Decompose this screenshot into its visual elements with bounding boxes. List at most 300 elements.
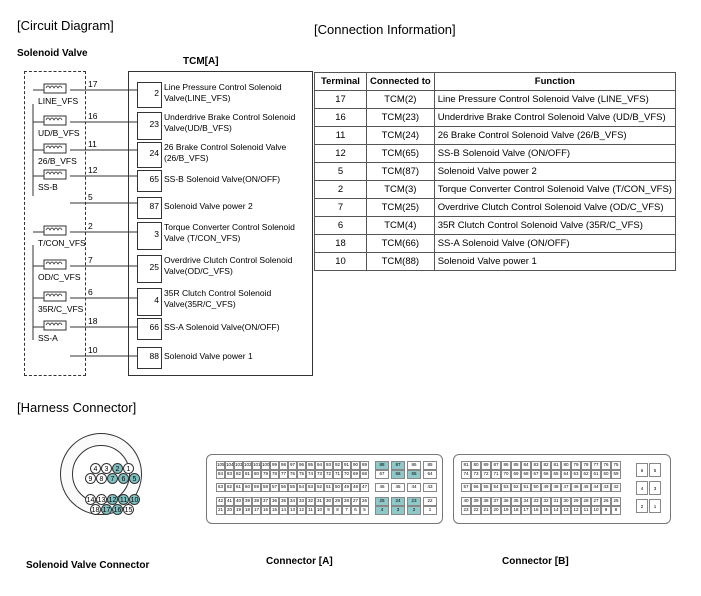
- connector-a-pin: 61: [234, 483, 243, 492]
- function-cell: Solenoid Valve power 1: [434, 253, 675, 271]
- table-row: [315, 91, 676, 109]
- connector-a-pin: 24: [391, 497, 405, 506]
- terminal-cell: 16: [315, 109, 367, 127]
- connector-a-pin: 74: [306, 470, 315, 479]
- solenoid-label: UD/B_VFS: [38, 128, 80, 138]
- tcm-pin-desc-line: Valve (T/CON_VFS): [164, 233, 241, 243]
- tcm-pin-description: [164, 142, 286, 164]
- tcm-pin-desc-line: 35R Clutch Control Solenoid: [164, 288, 272, 298]
- harness-connector-heading: [Harness Connector]: [17, 400, 137, 415]
- connector-a-pin: 60: [243, 483, 252, 492]
- connector-b-pin: 2: [636, 499, 648, 513]
- connector-a-pin: 26: [360, 497, 369, 506]
- solenoid-label: LINE_VFS: [38, 96, 79, 106]
- coil-5: [44, 226, 66, 235]
- connector-a-pin: 2: [407, 506, 421, 515]
- connector-a-pin: 31: [315, 497, 324, 506]
- connector-a-pin: 97: [288, 461, 297, 470]
- connector-b-pin: 62: [581, 470, 591, 479]
- terminal-cell: 10: [315, 253, 367, 271]
- connector-a-pin: 104: [225, 461, 234, 470]
- tcm-pin-description: [164, 222, 295, 244]
- wire-number: 6: [88, 287, 93, 297]
- connector-b-pin: 87: [491, 461, 501, 470]
- connector-a-pin: 20: [225, 506, 234, 515]
- connector-b-pin: 54: [491, 483, 501, 492]
- connected-to-cell: TCM(25): [367, 199, 435, 217]
- connector-b-pin: 11: [581, 506, 591, 515]
- solenoid-connector-pin: 2: [112, 463, 123, 474]
- connector-b-pin: 22: [471, 506, 481, 515]
- connector-a-pin: 22: [423, 497, 437, 506]
- tcm-pin-description: [164, 201, 253, 212]
- solenoid-label: 35R/C_VFS: [38, 304, 84, 314]
- connector-b-pin: 67: [531, 470, 541, 479]
- tcm-pin-number: 24: [149, 148, 159, 158]
- tcm-pin-desc-line: Solenoid Valve power 2: [164, 201, 253, 211]
- connector-a-pin: 73: [315, 470, 324, 479]
- tcm-pin-desc-line: (26/B_VFS): [164, 153, 209, 163]
- connector-b-pin: 76: [601, 461, 611, 470]
- connector-a-pin: 66: [391, 470, 405, 479]
- table-row: [315, 163, 676, 181]
- connector-a-pin: 53: [306, 483, 315, 492]
- connector-a-pin: 51: [324, 483, 333, 492]
- connector-b-pin: 32: [541, 497, 551, 506]
- table-row: [315, 253, 676, 271]
- col-function: Function: [434, 73, 675, 91]
- coil-7: [44, 292, 66, 301]
- connector-b-pin: 29: [571, 497, 581, 506]
- connector-a-pin: 81: [243, 470, 252, 479]
- connector-a-pin: 90: [351, 461, 360, 470]
- connector-b-pin: 61: [591, 470, 601, 479]
- connector-a-pin: 10: [315, 506, 324, 515]
- tcm-pin-desc-line: Overdrive Clutch Control Solenoid: [164, 255, 293, 265]
- connector-a-pin: 25: [375, 497, 389, 506]
- table-row: [315, 145, 676, 163]
- connector-a-pin: 42: [216, 497, 225, 506]
- connector-a-pin: 21: [216, 506, 225, 515]
- tcm-pin-desc-line: Valve(35R/C_VFS): [164, 299, 236, 309]
- connector-a-pin: 92: [333, 461, 342, 470]
- solenoid-connector-pin: 4: [90, 463, 101, 474]
- connector-a-pin: 32: [306, 497, 315, 506]
- tcm-pin-description: [164, 288, 271, 310]
- connector-a-pin: 9: [324, 506, 333, 515]
- solenoid-connector-pin: 6: [118, 473, 129, 484]
- solenoid-label: OD/C_VFS: [38, 272, 81, 282]
- connector-b-pin: 23: [461, 506, 471, 515]
- connector-a-pin: 39: [243, 497, 252, 506]
- wire-number: 5: [88, 192, 93, 202]
- connector-b-pin: 65: [551, 470, 561, 479]
- connector-a-pin: 93: [324, 461, 333, 470]
- function-cell: Solenoid Valve power 2: [434, 163, 675, 181]
- connector-a-pin: 55: [288, 483, 297, 492]
- connector-a-pin: 100: [261, 461, 270, 470]
- connector-b-pin: 33: [531, 497, 541, 506]
- solenoid-connector-pin: 15: [123, 504, 134, 515]
- connector-b-pin: 27: [591, 497, 601, 506]
- connector-b-pin: 69: [511, 470, 521, 479]
- connector-b-pin: 12: [571, 506, 581, 515]
- connector-b-pin: 44: [591, 483, 601, 492]
- connector-a-pin: 41: [225, 497, 234, 506]
- connector-a-pin: 19: [234, 506, 243, 515]
- function-cell: 26 Brake Control Solenoid Valve (26/B_VFS): [434, 127, 675, 145]
- solenoid-connector-pin: 8: [96, 473, 107, 484]
- connector-b-pin: 25: [611, 497, 621, 506]
- connector-b-pin: 52: [511, 483, 521, 492]
- table-header-row: [315, 73, 676, 91]
- tcm-pin-desc-line: Valve(LINE_VFS): [164, 93, 231, 103]
- connector-a-label: Connector [A]: [266, 556, 333, 567]
- wire-number: 11: [88, 139, 97, 149]
- solenoid-connector-pin: 18: [90, 504, 101, 515]
- connector-a-pin: 34: [288, 497, 297, 506]
- connector-a-pin: 101: [252, 461, 261, 470]
- connector-b-pin: 31: [551, 497, 561, 506]
- connector-b-pin: 73: [471, 470, 481, 479]
- connector-a-pin: 62: [225, 483, 234, 492]
- connector-a-pin: 68: [360, 470, 369, 479]
- connector-a-pin: 76: [288, 470, 297, 479]
- connector-a-pin: 13: [288, 506, 297, 515]
- connector-a-pin: 11: [306, 506, 315, 515]
- terminal-cell: 17: [315, 91, 367, 109]
- connector-a-pin: 96: [297, 461, 306, 470]
- connector-b-pin: 80: [561, 461, 571, 470]
- connector-a-pin: 84: [216, 470, 225, 479]
- connector-a-pin: 59: [252, 483, 261, 492]
- connector-a-pin: 103: [234, 461, 243, 470]
- connector-b-pin: 4: [636, 481, 648, 495]
- connector-b-label: Connector [B]: [502, 556, 569, 567]
- tcm-pin-description: [164, 255, 293, 277]
- connector-b-pin: 80: [471, 461, 481, 470]
- solenoid-connector-pin: 9: [85, 473, 96, 484]
- connector-b-pin: 14: [551, 506, 561, 515]
- connector-a-pin: 3: [391, 506, 405, 515]
- connector-b-pin: 89: [481, 461, 491, 470]
- connector-b-pin: 40: [461, 497, 471, 506]
- solenoid-connector-pin: 7: [107, 473, 118, 484]
- solenoid-connector-label: Solenoid Valve Connector: [26, 560, 150, 571]
- tcm-pin-number: 3: [154, 229, 159, 239]
- connector-b-pin: 46: [571, 483, 581, 492]
- connector-b-pin: 39: [471, 497, 481, 506]
- connector-b-pin: 1: [649, 499, 661, 513]
- connector-a-pin: 95: [306, 461, 315, 470]
- connector-a-pin: 44: [407, 483, 421, 492]
- connector-a-pin: 77: [279, 470, 288, 479]
- connector-a-pin: 54: [297, 483, 306, 492]
- connector-b-pin: 81: [461, 461, 471, 470]
- connected-to-cell: TCM(2): [367, 91, 435, 109]
- terminal-cell: 18: [315, 235, 367, 253]
- connector-b-pin: 77: [591, 461, 601, 470]
- connector-a-pin: 82: [234, 470, 243, 479]
- connector-b-pin: 34: [521, 497, 531, 506]
- connector-a-pin: 47: [360, 483, 369, 492]
- connector-a-pin: 105: [216, 461, 225, 470]
- connector-a-pin: 102: [243, 461, 252, 470]
- connector-a-pin: 65: [407, 470, 421, 479]
- connector-b-pin: 16: [531, 506, 541, 515]
- connector-b-pin: 68: [521, 470, 531, 479]
- coil-3: [44, 170, 66, 179]
- wire-number: 10: [88, 345, 98, 355]
- connector-b-pin: 13: [561, 506, 571, 515]
- connector-a-pin: 16: [261, 506, 270, 515]
- circuit-diagram-heading: [Circuit Diagram]: [17, 18, 114, 33]
- connector-b-pin: 18: [511, 506, 521, 515]
- connector-b-pin: 9: [601, 506, 611, 515]
- connector-a-pin: 28: [342, 497, 351, 506]
- connector-b-pin: 35: [511, 497, 521, 506]
- tcm-pin-number: 25: [149, 262, 159, 272]
- connector-a-pin: 75: [297, 470, 306, 479]
- connector-a-pin: 1: [423, 506, 437, 515]
- coil-8: [44, 321, 66, 330]
- coil-0: [44, 84, 66, 93]
- wire-number: 2: [88, 221, 93, 231]
- solenoid-connector-pin: 5: [129, 473, 140, 484]
- connector-a-pin: 8: [333, 506, 342, 515]
- connector-a-pin: 70: [342, 470, 351, 479]
- connector-a-pin: 88: [375, 461, 389, 470]
- connector-a-pin: 78: [270, 470, 279, 479]
- tcm-pin-description: [164, 112, 295, 134]
- connector-a-pin: 98: [279, 461, 288, 470]
- solenoid-label: SS-A: [38, 333, 58, 343]
- connector-b-pin: 47: [561, 483, 571, 492]
- connector-b-pin: 28: [581, 497, 591, 506]
- connector-a-pin: 36: [270, 497, 279, 506]
- connector-b-pin: 84: [521, 461, 531, 470]
- connector-b-pin: 50: [531, 483, 541, 492]
- function-cell: SS-B Solenoid Valve (ON/OFF): [434, 145, 675, 163]
- connector-b-pin: 17: [521, 506, 531, 515]
- tcm-pin-desc-line: Torque Converter Control Solenoid: [164, 222, 295, 232]
- connector-b-pin: 45: [581, 483, 591, 492]
- connector-a-pin: 15: [270, 506, 279, 515]
- connector-a-pin: 69: [351, 470, 360, 479]
- connector-a-pin: 37: [261, 497, 270, 506]
- table-row: [315, 235, 676, 253]
- function-cell: Line Pressure Control Solenoid Valve (LINE_VFS): [434, 91, 675, 109]
- connector-a-pin: 79: [261, 470, 270, 479]
- connector-b-pin: 19: [501, 506, 511, 515]
- connector-a-pin: 80: [252, 470, 261, 479]
- connection-table: [314, 72, 676, 271]
- connector-b-pin: 71: [491, 470, 501, 479]
- connector-b-pin: 81: [551, 461, 561, 470]
- connector-a-pin: 56: [279, 483, 288, 492]
- function-cell: Overdrive Clutch Control Solenoid Valve (OD/C_VFS): [434, 199, 675, 217]
- terminal-cell: 2: [315, 181, 367, 199]
- connector-b-pin: 59: [611, 470, 621, 479]
- solenoid-connector-pin: 12: [107, 494, 118, 505]
- solenoid-connector-pin: 14: [85, 494, 96, 505]
- connector-a-pin: 27: [351, 497, 360, 506]
- solenoid-connector-pin: 17: [101, 504, 112, 515]
- connector-b-pin: 64: [561, 470, 571, 479]
- connector-b-pin: 6: [636, 463, 648, 477]
- connector-a-pin: 35: [279, 497, 288, 506]
- connector-a-pin: 85: [423, 461, 437, 470]
- connection-info-heading: [Connection Information]: [314, 22, 456, 37]
- connector-b-pin: 15: [541, 506, 551, 515]
- connector-a-pin: 48: [351, 483, 360, 492]
- connector-a-pin: 72: [324, 470, 333, 479]
- solenoid-connector-pin: 11: [118, 494, 129, 505]
- connector-b-pin: 72: [481, 470, 491, 479]
- tcm-pin-desc-line: SS-B Solenoid Valve(ON/OFF): [164, 174, 281, 184]
- connected-to-cell: TCM(65): [367, 145, 435, 163]
- connector-b-pin: 8: [611, 506, 621, 515]
- connector-b-pin: 82: [541, 461, 551, 470]
- connector-a-pin: 49: [342, 483, 351, 492]
- wire-number: 12: [88, 165, 98, 175]
- connector-a-pin: 86: [407, 461, 421, 470]
- solenoid-connector-pin: 1: [123, 463, 134, 474]
- solenoid-label: T/CON_VFS: [38, 238, 86, 248]
- connector-b-pin: 66: [541, 470, 551, 479]
- solenoid-label: SS-B: [38, 182, 58, 192]
- connector-b-pin: 51: [521, 483, 531, 492]
- terminal-cell: 12: [315, 145, 367, 163]
- col-connected-to: Connected to: [367, 73, 435, 91]
- tcm-pin-number: 87: [149, 201, 159, 211]
- connector-a-pin: 83: [225, 470, 234, 479]
- function-cell: Torque Converter Control Solenoid Valve (T/CON_VFS): [434, 181, 675, 199]
- connector-a-pin: 43: [423, 483, 437, 492]
- connector-b-pin: 43: [601, 483, 611, 492]
- connector-a-pin: 52: [315, 483, 324, 492]
- wire-number: 16: [88, 111, 98, 121]
- connector-b-pin: 38: [481, 497, 491, 506]
- connector-a-pin: 14: [279, 506, 288, 515]
- tcm-pin-desc-line: Line Pressure Control Solenoid: [164, 82, 282, 92]
- solenoid-connector-pin: 10: [129, 494, 140, 505]
- connector-a-pin: 7: [342, 506, 351, 515]
- connector-b-pin: 55: [481, 483, 491, 492]
- tcm-pin-number: 4: [154, 295, 159, 305]
- connector-a-pin: 17: [252, 506, 261, 515]
- connector-b-pin: 36: [501, 497, 511, 506]
- connector-a-pin: 18: [243, 506, 252, 515]
- connected-to-cell: TCM(66): [367, 235, 435, 253]
- tcm-pin-desc-line: 26 Brake Control Solenoid Valve: [164, 142, 287, 152]
- connector-a-pin: 91: [342, 461, 351, 470]
- connector-a-pin: 64: [423, 470, 437, 479]
- connector-b-pin: 10: [591, 506, 601, 515]
- coil-6: [44, 260, 66, 269]
- connector-a-pin: 5: [360, 506, 369, 515]
- connector-a-pin: 33: [297, 497, 306, 506]
- connector-b-pin: 85: [511, 461, 521, 470]
- function-cell: 35R Clutch Control Solenoid Valve (35R/C_VFS): [434, 217, 675, 235]
- solenoid-connector-pin: 16: [112, 504, 123, 515]
- tcm-pin-description: [164, 351, 253, 362]
- connector-a-pin: 6: [351, 506, 360, 515]
- connector-a-pin: 50: [333, 483, 342, 492]
- tcm-pin-desc-line: Valve(UD/B_VFS): [164, 123, 232, 133]
- connector-b-pin: 57: [461, 483, 471, 492]
- connector-b-pin: 83: [531, 461, 541, 470]
- connector-b-pin: 78: [581, 461, 591, 470]
- connector-b-pin: 20: [491, 506, 501, 515]
- connector-a-pin: 57: [270, 483, 279, 492]
- connected-to-cell: TCM(3): [367, 181, 435, 199]
- tcm-pin-desc-line: Underdrive Brake Control Solenoid: [164, 112, 296, 122]
- connector-a-pin: 40: [234, 497, 243, 506]
- wire-number: 17: [88, 79, 98, 89]
- tcm-pin-number: 23: [149, 119, 159, 129]
- tcm-pin-desc-line: Valve(OD/C_VFS): [164, 266, 233, 276]
- function-cell: SS-A Solenoid Valve (ON/OFF): [434, 235, 675, 253]
- connector-a-pin: 71: [333, 470, 342, 479]
- wire-number: 18: [88, 316, 98, 326]
- connector-a-pin: 46: [375, 483, 389, 492]
- connector-b-pin: 49: [541, 483, 551, 492]
- tcm-pin-desc-line: SS-A Solenoid Valve(ON/OFF): [164, 322, 280, 332]
- col-terminal: Terminal: [315, 73, 367, 91]
- table-row: [315, 199, 676, 217]
- tcm-pin-desc-line: Solenoid Valve power 1: [164, 351, 253, 361]
- tcm-pin-number: 66: [149, 322, 159, 332]
- tcm-pin-description: [164, 82, 282, 104]
- connector-a-pin: 45: [391, 483, 405, 492]
- tcm-pin-number: 2: [154, 88, 159, 98]
- connector-a-pin: 67: [375, 470, 389, 479]
- connector-b-pin: 75: [611, 461, 621, 470]
- table-row: [315, 217, 676, 235]
- connector-b-pin: 63: [571, 470, 581, 479]
- connector-a-pin: 29: [333, 497, 342, 506]
- connector-b-pin: 70: [501, 470, 511, 479]
- tcm-title: TCM[A]: [183, 56, 219, 67]
- connector-a-pin: 38: [252, 497, 261, 506]
- coil-2: [44, 144, 66, 153]
- connector-b-pin: 74: [461, 470, 471, 479]
- connector-a-pin: 23: [407, 497, 421, 506]
- connector-b-pin: 48: [551, 483, 561, 492]
- function-cell: Underdrive Brake Control Solenoid Valve (UD/B_VFS): [434, 109, 675, 127]
- connector-a-pin: 94: [315, 461, 324, 470]
- tcm-pin-description: [164, 322, 280, 333]
- connector-a-pin: 87: [391, 461, 405, 470]
- solenoid-label: 26/B_VFS: [38, 156, 77, 166]
- connector-a-pin: 58: [261, 483, 270, 492]
- connector-b-pin: 30: [561, 497, 571, 506]
- connector-a-pin: 4: [375, 506, 389, 515]
- connected-to-cell: TCM(23): [367, 109, 435, 127]
- connector-a-pin: 63: [216, 483, 225, 492]
- solenoid-valve-title: Solenoid Valve: [17, 48, 88, 59]
- connector-b-pin: 79: [571, 461, 581, 470]
- connector-b-pin: 60: [601, 470, 611, 479]
- connector-b-pin: 37: [491, 497, 501, 506]
- coil-1: [44, 116, 66, 125]
- connected-to-cell: TCM(24): [367, 127, 435, 145]
- solenoid-connector-pin: 13: [96, 494, 107, 505]
- connector-b-pin: 5: [649, 463, 661, 477]
- terminal-cell: 11: [315, 127, 367, 145]
- terminal-cell: 6: [315, 217, 367, 235]
